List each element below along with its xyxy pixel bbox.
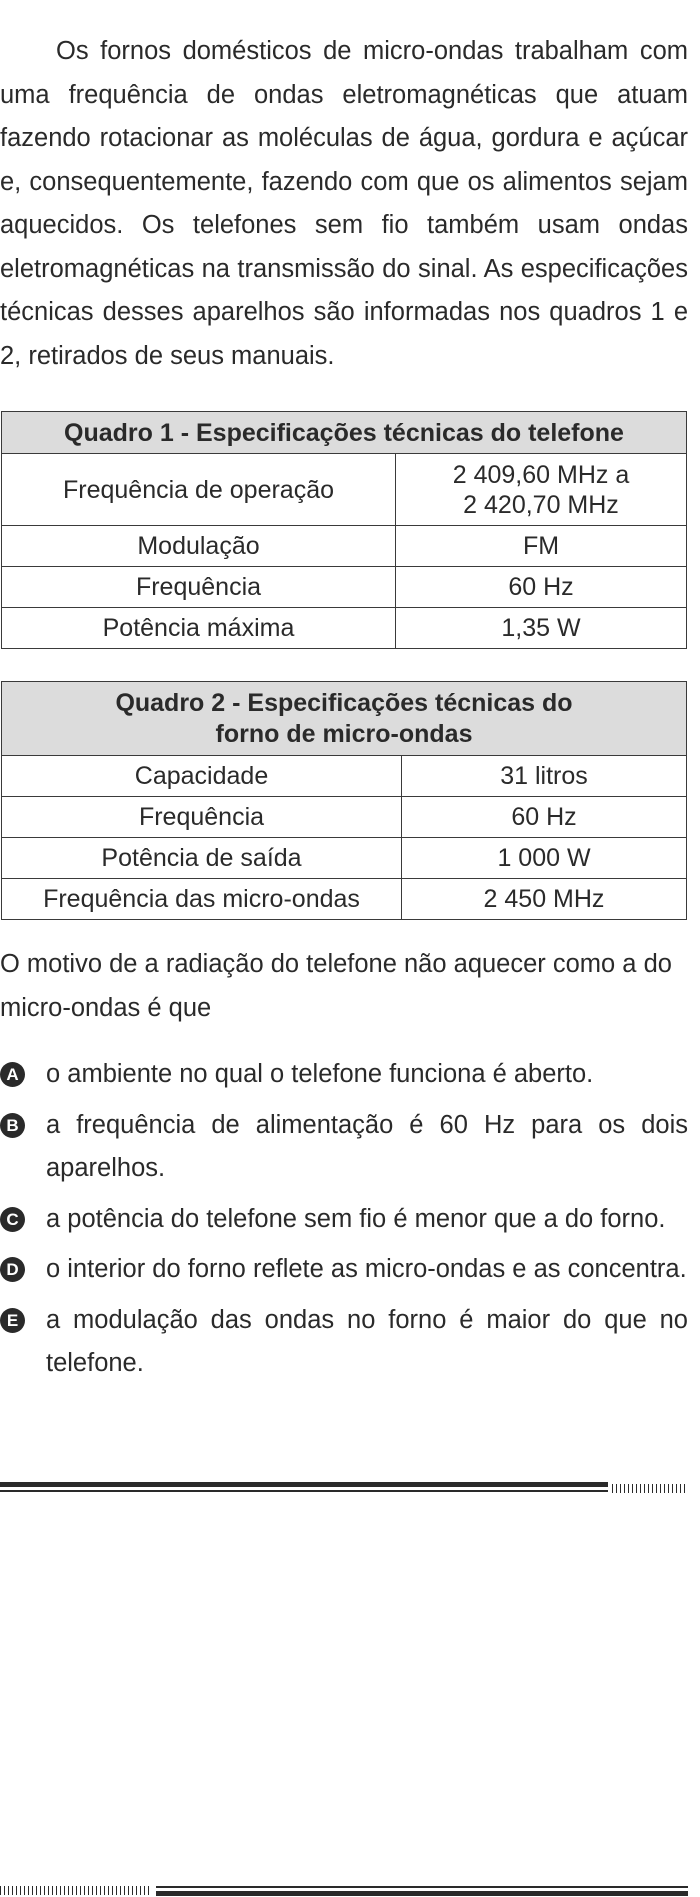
quadro-2-value: 31 litros [402, 756, 687, 797]
quadro-2-label: Potência de saída [2, 838, 402, 879]
option-text: a potência do telefone sem fio é menor que a do forno. [46, 1204, 666, 1233]
quadro-2-table [1, 681, 687, 920]
table-row [2, 838, 687, 879]
quadro-2-label: Frequência [2, 797, 402, 838]
option-letter-badge: A [0, 1062, 25, 1087]
divider-thin-line [0, 1490, 608, 1492]
quadro-1-label: Frequência [2, 567, 396, 608]
quadro-2-label: Frequência das micro-ondas [2, 879, 402, 920]
quadro-1-value: FM [396, 526, 687, 567]
quadro-1-label: Modulação [2, 526, 396, 567]
option-letter-badge: D [0, 1257, 25, 1282]
option-text: a frequência de alimentação é 60 Hz para os dois aparelhos. [46, 1110, 688, 1182]
quadro-2-value: 1 000 W [402, 838, 687, 879]
divider-thick-line [156, 1891, 688, 1896]
table-row [2, 797, 687, 838]
divider-hatch-marks [612, 1484, 688, 1493]
quadro-1-value [396, 454, 687, 526]
quadro-2-value: 2 450 MHz [402, 879, 687, 920]
section-divider-top [0, 1482, 608, 1492]
quadro-2-value: 60 Hz [402, 797, 687, 838]
quadro-2-label: Capacidade [2, 756, 402, 797]
table-row [2, 756, 687, 797]
answer-option-a[interactable] [0, 1053, 688, 1097]
quadro-1-title: Quadro 1 - Especificações técnicas do telefone [2, 412, 687, 454]
option-letter-badge: B [0, 1113, 25, 1138]
option-letter-badge: C [0, 1207, 25, 1232]
answer-option-e[interactable] [0, 1299, 688, 1386]
quadro-1-label: Frequência de operação [2, 454, 396, 526]
divider-thin-line [156, 1886, 688, 1888]
table-row [2, 526, 687, 567]
option-text: a modulação das ondas no forno é maior do que no telefone. [46, 1305, 688, 1377]
divider-thick-line [0, 1482, 608, 1487]
quadro-1-value-line: 2 420,70 MHz [463, 490, 619, 519]
quadro-2-title-line: Quadro 2 - Especificações técnicas do [115, 688, 573, 717]
quadro-1-value: 60 Hz [396, 567, 687, 608]
divider-hatch-marks [0, 1886, 152, 1895]
quadro-2-title-line: forno de micro-ondas [215, 719, 473, 748]
answer-option-d[interactable] [0, 1248, 688, 1292]
option-letter-badge: E [0, 1308, 25, 1333]
section-divider-bottom [156, 1886, 688, 1896]
answer-option-c[interactable] [0, 1198, 688, 1242]
table-row [2, 454, 687, 526]
answer-option-b[interactable] [0, 1104, 688, 1191]
table-row [2, 879, 687, 920]
question-stem: O motivo de a radiação do telefone não aquecer como a do micro-ondas é que [0, 950, 672, 1022]
answer-options [0, 1053, 688, 1393]
table-row [2, 567, 687, 608]
quadro-1-value-line: 2 409,60 MHz a [452, 460, 630, 489]
option-text: o ambiente no qual o telefone funciona é aberto. [46, 1060, 594, 1088]
quadro-1-label: Potência máxima [2, 608, 396, 649]
quadro-1-table [1, 411, 687, 649]
quadro-2-title [2, 682, 687, 756]
table-row [2, 608, 687, 649]
quadro-1-value: 1,35 W [396, 608, 687, 649]
intro-paragraph: Os fornos domésticos de micro-ondas trabalham com uma frequência de ondas eletromagnéticas que atuam fazendo rotacionar as moléculas de água, gordura e açúcar e, consequentemente, fazendo com que os alimentos sejam aquecidos. Os telefones sem fio também usam ondas eletromagnéticas na transmissão do sinal. As especificações técnicas desses aparelhos são informadas nos quadros 1 e 2, retirados de seus manuais. [0, 37, 688, 370]
option-text: o interior do forno reflete as micro-ondas e as concentra. [46, 1255, 687, 1283]
